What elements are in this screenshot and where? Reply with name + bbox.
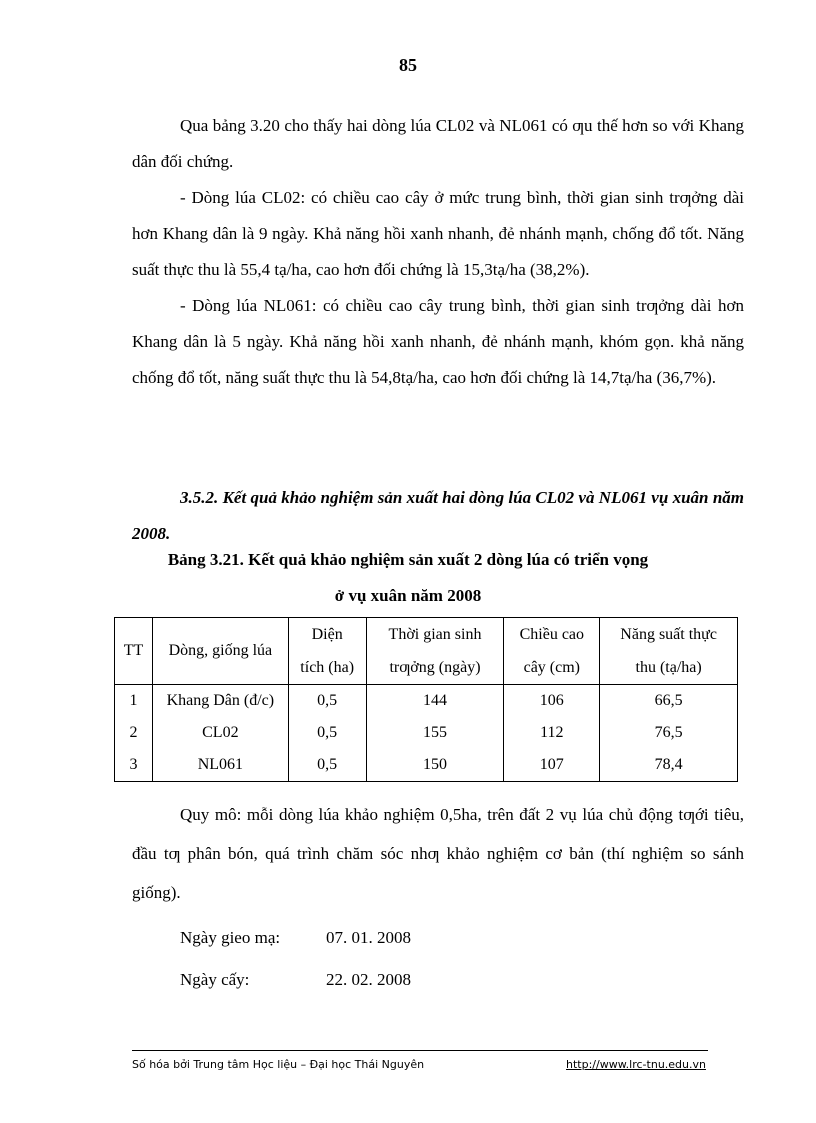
table-row: [115, 749, 738, 782]
header-tt: TT: [115, 618, 153, 685]
cell-area: 0,5: [288, 717, 366, 749]
cell-area: 0,5: [288, 749, 366, 782]
cell-variety: NL061: [152, 749, 288, 782]
cell-yield: 76,5: [600, 717, 738, 749]
table-header-row: [115, 618, 738, 652]
cell-variety: Khang Dân (đ/c): [152, 685, 288, 718]
table-row: [115, 717, 738, 749]
cell-tt: 2: [115, 717, 153, 749]
cell-yield: 78,4: [600, 749, 738, 782]
header-plant-height: Chiều cao: [504, 618, 600, 652]
cell-growth: 144: [366, 685, 504, 718]
header-plant-height-unit: cây (cm): [504, 651, 600, 685]
header-area-unit: tích (ha): [288, 651, 366, 685]
footer-link[interactable]: http://www.lrc-tnu.edu.vn: [566, 1058, 706, 1071]
cell-variety: CL02: [152, 717, 288, 749]
cell-area: 0,5: [288, 685, 366, 718]
header-growth-duration-unit: trƣởng (ngày): [366, 651, 504, 685]
paragraph-3: - Dòng lúa NL061: có chiều cao cây trung bình, thời gian sinh trƣởng dài hơn Khang dân là 5 ngày. Khả năng hồi xanh nhanh, đẻ nhánh mạnh, khóm gọn. khả năng chống đổ tốt, năng suất thực thu là 54,8tạ/ha, cao hơn đối chứng là 14,7tạ/ha (36,7%).: [132, 296, 744, 387]
cell-growth: 155: [366, 717, 504, 749]
section-heading: 3.5.2. Kết quả khảo nghiệm sản xuất hai dòng lúa CL02 và NL061 vụ xuân năm 2008.: [132, 488, 744, 543]
transplant-date-label: Ngày cấy:: [180, 970, 250, 989]
paragraph-2: - Dòng lúa CL02: có chiều cao cây ở mức trung bình, thời gian sinh trƣởng dài hơn Khang dân là 9 ngày. Khả năng hồi xanh nhanh, đẻ nhánh mạnh, chống đổ tốt. Năng suất thực thu là 55,4 tạ/ha, cao hơn đối chứng là 15,3tạ/ha (38,2%).: [132, 188, 744, 279]
header-area: Diện: [288, 618, 366, 652]
header-yield: Năng suất thực: [600, 618, 738, 652]
header-growth-duration: Thời gian sinh: [366, 618, 504, 652]
footer-credit: Số hóa bởi Trung tâm Học liệu – Đại học Thái Nguyên: [132, 1058, 425, 1071]
sowing-date-value: 07. 01. 2008: [326, 928, 411, 947]
paragraph-1: Qua bảng 3.20 cho thấy hai dòng lúa CL02 và NL061 có ƣu thế hơn so với Khang dân đối chứng.: [132, 116, 744, 171]
transplant-date-row: [180, 970, 411, 990]
sowing-date-label: Ngày gieo mạ:: [180, 928, 281, 947]
body-text: [132, 108, 744, 396]
page-number: 85: [399, 55, 417, 75]
footer-divider: [132, 1050, 708, 1051]
cell-height: 106: [504, 685, 600, 718]
cell-height: 107: [504, 749, 600, 782]
header-yield-unit: thu (tạ/ha): [600, 651, 738, 685]
header-variety: Dòng, giống lúa: [152, 618, 288, 685]
table-caption-line-2: ở vụ xuân năm 2008: [334, 586, 482, 605]
cell-yield: 66,5: [600, 685, 738, 718]
cell-height: 112: [504, 717, 600, 749]
cell-growth: 150: [366, 749, 504, 782]
sowing-date-row: [180, 928, 411, 948]
table-row: [115, 685, 738, 718]
scale-paragraph: Quy mô: mỗi dòng lúa khảo nghiệm 0,5ha, trên đất 2 vụ lúa chủ động tƣới tiêu, đầu tƣ phân bón, quá trình chăm sóc nhƣ khảo nghiệm cơ bản (thí nghiệm so sánh giống).: [132, 805, 744, 902]
yield-trial-table: [114, 617, 738, 782]
cell-tt: 3: [115, 749, 153, 782]
cell-tt: 1: [115, 685, 153, 718]
table-caption-line-1: Bảng 3.21. Kết quả khảo nghiệm sản xuất 2 dòng lúa có triển vọng: [167, 550, 649, 569]
transplant-date-value: 22. 02. 2008: [326, 970, 411, 989]
